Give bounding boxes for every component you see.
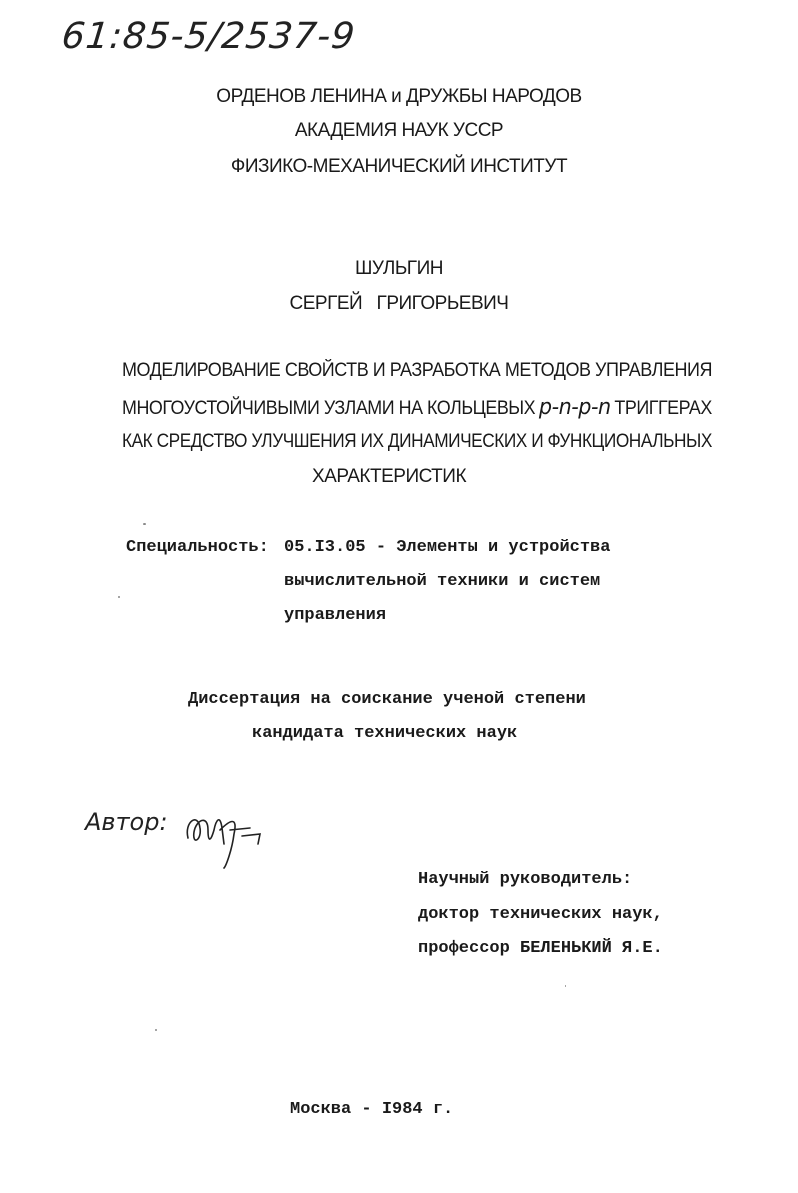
- title-line-2: [122, 395, 712, 420]
- supervisor-line-3: профессор БЕЛЕНЬКИЙ Я.Е.: [418, 939, 663, 958]
- title-line-3: КАК СРЕДСТВО УЛУЧШЕНИЯ ИХ ДИНАМИЧЕСКИХ И ФУНКЦИОНАЛЬНЫХ: [122, 431, 712, 452]
- specialty-line-1: 05.I3.05 - Элементы и устройства: [284, 538, 611, 557]
- author-given-names: СЕРГЕЙ ГРИГОРЬЕВИЧ: [289, 293, 509, 314]
- dissertation-line-1: Диссертация на соискание ученой степени: [188, 690, 586, 709]
- title-handwritten-pnpn: p-n-p-n: [538, 395, 611, 420]
- specialty-line-3: управления: [284, 606, 387, 625]
- specialty-line-2: вычислительной техники и систем: [284, 572, 601, 591]
- supervisor-line-2: доктор технических наук,: [418, 905, 663, 924]
- footer-place-year: Москва - I984 г.: [290, 1100, 454, 1119]
- archive-number: 61:85-5/2537-9: [59, 16, 358, 57]
- header-org: ОРДЕНОВ ЛЕНИНА и ДРУЖБЫ НАРОДОВ: [216, 86, 582, 107]
- title-line-1: МОДЕЛИРОВАНИЕ СВОЙСТВ И РАЗРАБОТКА МЕТОДОВ УПРАВЛЕНИЯ: [122, 360, 712, 381]
- dissertation-line-2: кандидата технических наук: [252, 724, 518, 743]
- paper-speck: [155, 1029, 157, 1031]
- supervisor-line-1: Научный руководитель:: [418, 870, 633, 889]
- signature-label: Автор:: [85, 808, 168, 836]
- title-line-4: ХАРАКТЕРИСТИК: [312, 466, 467, 487]
- author-surname: ШУЛЬГИН: [355, 258, 443, 279]
- paper-speck: [118, 596, 120, 598]
- paper-speck: [565, 985, 566, 987]
- header-academy: АКАДЕМИЯ НАУК УССР: [294, 120, 504, 141]
- paper-speck: [143, 523, 146, 525]
- title-line-2-end: ТРИГГЕРАХ: [614, 398, 712, 419]
- author-signature: [180, 800, 270, 870]
- header-institute: ФИЗИКО-МЕХАНИЧЕСКИЙ ИНСТИТУТ: [230, 156, 568, 177]
- title-line-2-start: МНОГОУСТОЙЧИВЫМИ УЗЛАМИ НА КОЛЬЦЕВЫХ: [122, 398, 536, 419]
- specialty-label: Специальность:: [126, 538, 269, 557]
